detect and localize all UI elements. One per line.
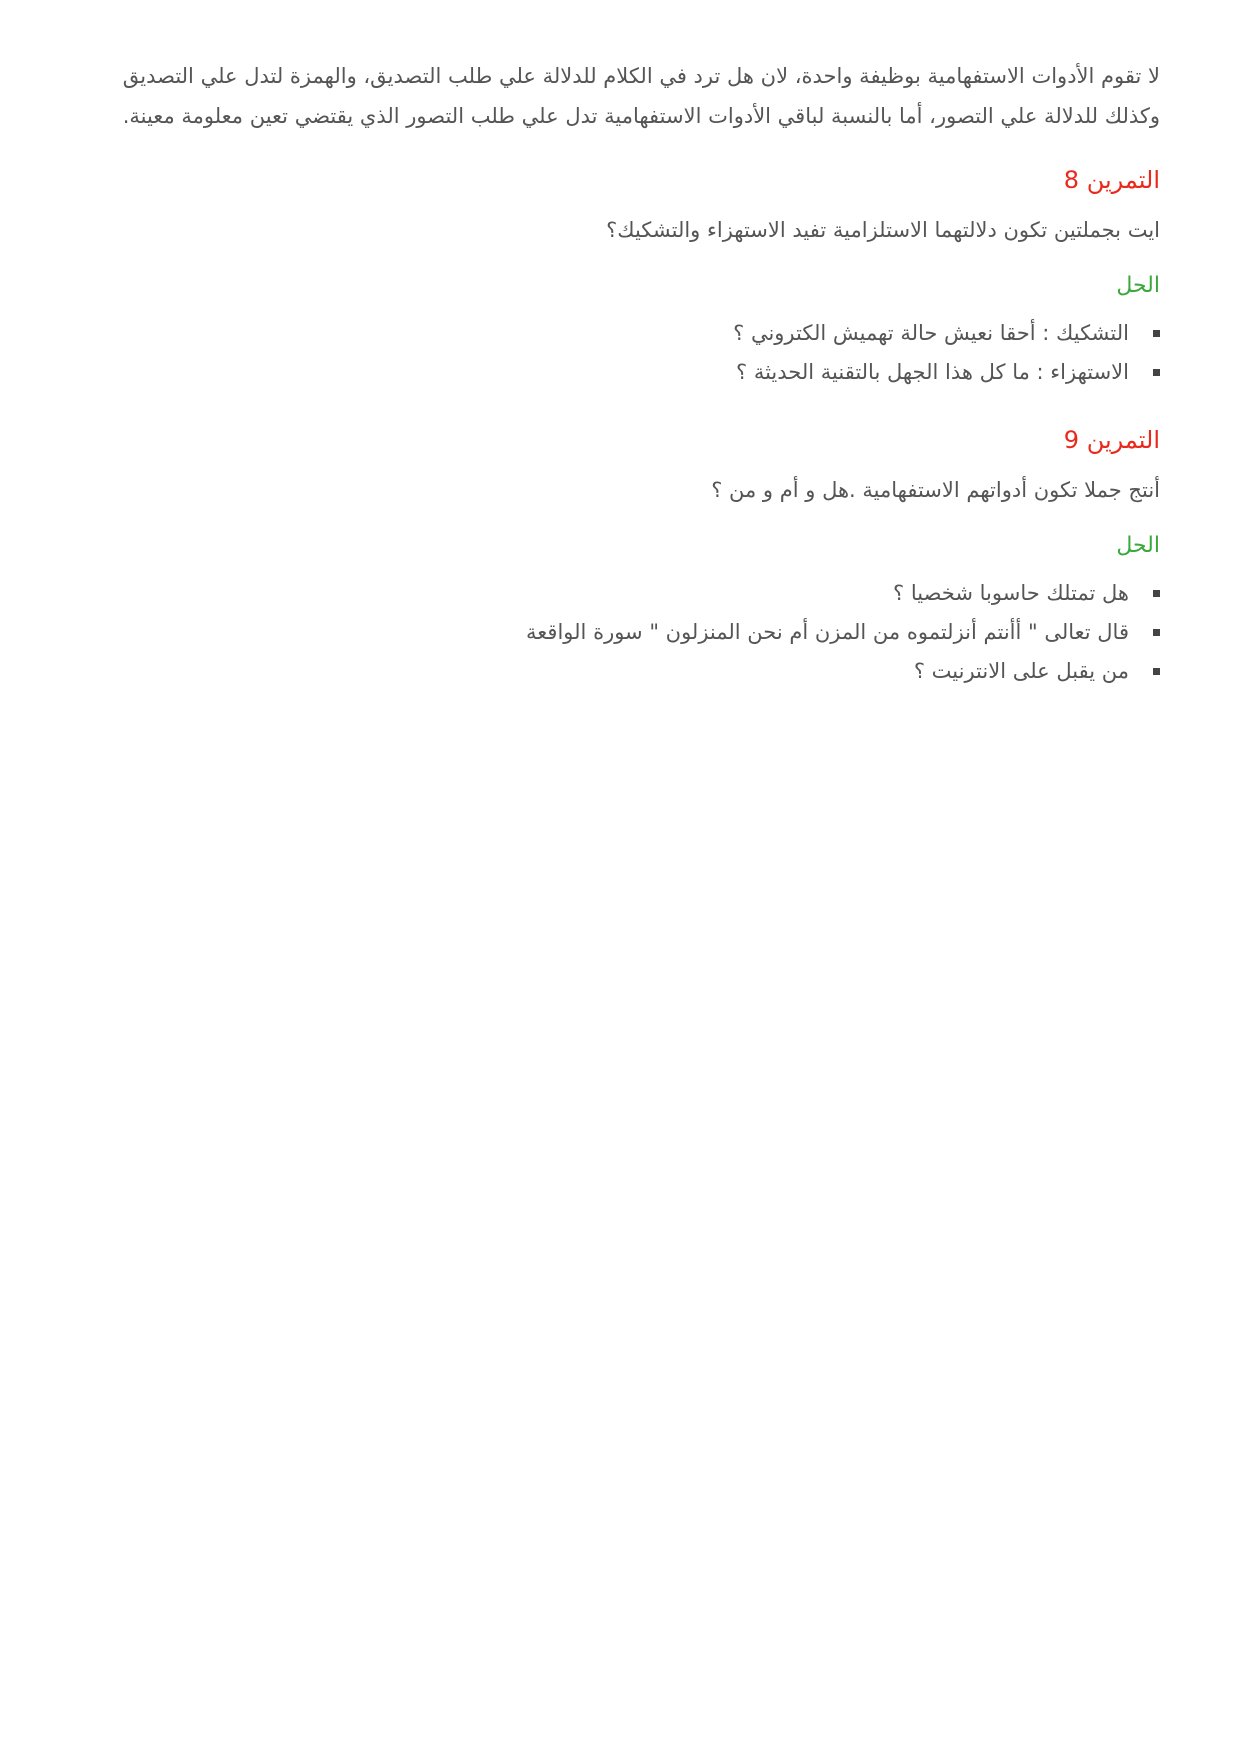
square-bullet-icon (1153, 369, 1160, 376)
solution-title: الحل (1116, 273, 1160, 298)
exercise-9 (82, 422, 1160, 691)
solution-title: الحل (1116, 533, 1160, 558)
exercise-question: ايت بجملتين تكون دلالتهما الاستلزامية تفيد الاستهزاء والتشكيك؟ (606, 218, 1160, 242)
square-bullet-icon (1153, 668, 1160, 675)
square-bullet-icon (1153, 330, 1160, 337)
exercise-question: أنتج جملا تكون أدواتهم الاستفهامية .هل و أم و من ؟ (711, 478, 1160, 502)
list-item (82, 613, 1160, 652)
answer-list (82, 574, 1160, 691)
intro-paragraph: لا تقوم الأدوات الاستفهامية بوظيفة واحدة، لان هل ترد في الكلام للدلالة علي طلب التصديق، والهمزة لتدل علي التصديق وكذلك للدلالة علي التصور، أما بالنسبة لباقي الأدوات الاستفهامية تدل علي طلب التصور الذي يقتضي تعين معلومة معينة. (122, 64, 1160, 128)
answer-text: التشكيك : أحقا نعيش حالة تهميش الكتروني ؟ (733, 321, 1129, 345)
document-page (82, 56, 1160, 721)
answer-text: هل تمتلك حاسوبا شخصيا ؟ (893, 581, 1129, 605)
exercise-8 (82, 162, 1160, 392)
answer-text: من يقبل على الانترنيت ؟ (913, 659, 1129, 683)
answer-text: قال تعالى " أأنتم أنزلتموه من المزن أم نحن المنزلون " سورة الواقعة (526, 620, 1129, 644)
square-bullet-icon (1153, 590, 1160, 597)
answer-text: الاستهزاء : ما كل هذا الجهل بالتقنية الحديثة ؟ (736, 360, 1129, 384)
answer-list (82, 314, 1160, 392)
list-item (82, 574, 1160, 613)
list-item (82, 652, 1160, 691)
exercise-title: التمرين 9 (1063, 426, 1160, 454)
list-item (82, 353, 1160, 392)
square-bullet-icon (1153, 629, 1160, 636)
exercise-title: التمرين 8 (1063, 166, 1160, 194)
list-item (82, 314, 1160, 353)
